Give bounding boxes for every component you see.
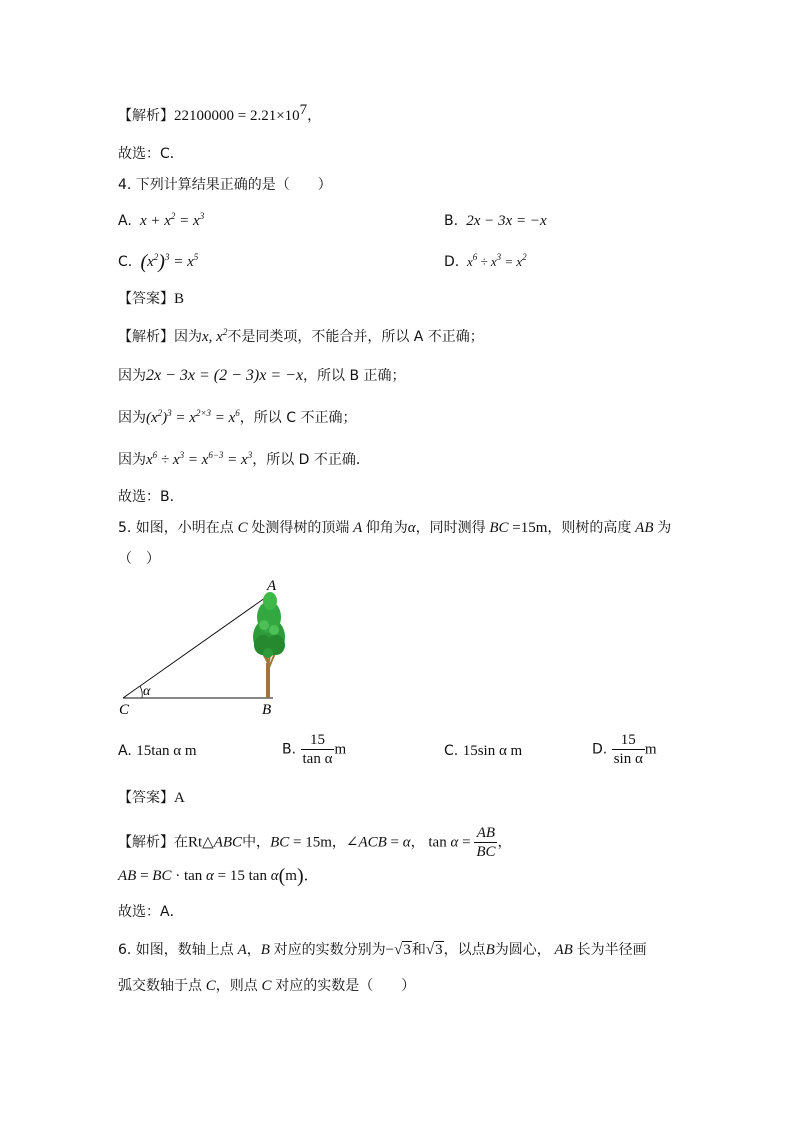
- text: ，: [331, 834, 346, 851]
- text: ，所以 C 不正确；: [239, 410, 357, 426]
- q5-stem: [118, 518, 671, 538]
- text: ，所以 D 不正确．: [252, 452, 370, 468]
- text: 仰角为: [365, 520, 408, 536]
- math: B: [485, 942, 495, 958]
- math: =15m: [508, 520, 548, 536]
- math: ∠ACB = α: [345, 834, 411, 851]
- option-a-label: A.: [118, 743, 132, 759]
- q4-stem: 4. 下列计算结果正确的是（ ）: [118, 177, 332, 193]
- q3-analysis-expr: 22100000 = 2.21×10: [174, 108, 300, 124]
- triangle-lines: [123, 593, 273, 698]
- answer-tag: 【答案】: [118, 790, 174, 806]
- tree-icon: [253, 592, 285, 698]
- q4-answer: [118, 289, 184, 309]
- math: A: [349, 520, 366, 536]
- denominator: BC: [476, 844, 496, 860]
- text: ，以点: [443, 942, 486, 958]
- denominator: sin α: [613, 751, 643, 767]
- unit: m: [644, 741, 657, 758]
- text: 中，: [242, 834, 271, 851]
- text: 和: [411, 942, 426, 958]
- math: Rt△ABC: [188, 834, 243, 851]
- option-b-math: 2x − 3x = −x: [462, 213, 547, 229]
- text: 长为半径画: [576, 942, 647, 958]
- option-d-label: D.: [444, 254, 460, 270]
- q4-analysis-line3: [118, 408, 356, 428]
- label-c: C: [119, 702, 130, 718]
- q5-stem-paren: （ ）: [118, 551, 160, 567]
- analysis-tag: 【解析】: [118, 108, 174, 124]
- option-a-text: 15tan α m: [136, 743, 197, 759]
- text: ，则点: [215, 978, 258, 994]
- q3-choice: 故选：C．: [118, 146, 184, 162]
- math: A: [233, 942, 247, 958]
- denominator: tan α: [302, 751, 333, 767]
- option-d-math: $x^6 \div x^3 = x^2$: [463, 252, 527, 269]
- analysis-tag: 【解析】: [118, 329, 174, 345]
- math: C: [233, 520, 252, 536]
- math: √3: [425, 942, 443, 958]
- option-c-text: 15sin α m: [462, 743, 523, 759]
- label-a: A: [267, 578, 277, 594]
- q5-analysis-line1: [118, 824, 511, 861]
- math: x, $x^2$: [202, 327, 228, 345]
- option-d-label: D.: [592, 741, 608, 758]
- text: 弧交数轴于点: [118, 978, 202, 994]
- analysis-tag: 【解析】: [118, 834, 174, 851]
- q3-analysis-line: [118, 102, 322, 126]
- math: −√3: [385, 942, 411, 958]
- option-b-fraction: [301, 731, 335, 768]
- option-b-label: B.: [282, 741, 297, 758]
- math: B: [260, 942, 274, 958]
- q5-option-b: [282, 731, 346, 768]
- numerator: AB: [476, 825, 496, 841]
- q5-answer: [118, 788, 185, 808]
- option-a-label: A.: [118, 213, 132, 229]
- text: 6. 如图，数轴上点: [118, 942, 234, 958]
- q6-stem-line2: [118, 976, 415, 996]
- math: BC = 15m: [270, 834, 332, 851]
- text: 对应的实数分别为: [273, 942, 386, 958]
- q4-option-b: [444, 211, 547, 231]
- q5-option-c: [444, 741, 522, 761]
- numerator: 15: [309, 732, 325, 748]
- text: 在: [174, 834, 188, 851]
- q4-analysis-line2: [118, 366, 406, 386]
- math: C: [257, 978, 276, 994]
- label-b: B: [262, 702, 272, 718]
- text: 不是同类项，不能合并，所以 A 不正确；: [227, 329, 484, 345]
- unit: m: [334, 741, 347, 758]
- math: $x^6 \div x^3 = x^{6-3} = x^3$: [146, 450, 253, 468]
- q3-analysis-tail: ，: [307, 108, 322, 124]
- option-c-label: C.: [444, 743, 459, 759]
- q6-stem-line1: 6. 如图，数轴上点 A，B 对应的实数分别为−√3和√3，以点B为圆心， AB 长为半径画: [118, 942, 647, 958]
- text: ，: [497, 834, 512, 851]
- math: AB: [550, 942, 577, 958]
- label-alpha: α: [143, 684, 151, 699]
- q4-option-d: [444, 252, 527, 272]
- q4-analysis-line1: [118, 327, 484, 347]
- text: 为: [657, 520, 672, 536]
- answer-value: A: [174, 790, 185, 806]
- tan-fraction: [474, 824, 497, 861]
- q3-analysis-exponent: 7: [299, 102, 308, 118]
- option-d-fraction: [612, 731, 645, 768]
- text: 对应的实数是（ ）: [275, 978, 416, 994]
- text: ，则树的高度: [547, 520, 632, 536]
- text: 5. 如图，小明在点: [118, 520, 234, 536]
- tree-triangle-figure: [116, 575, 286, 720]
- text: 处测得树的顶端: [251, 520, 350, 536]
- text: 因为: [118, 452, 146, 468]
- text: 因为: [118, 368, 146, 384]
- q5-analysis-line2: [118, 866, 319, 886]
- q5-option-d: [592, 731, 656, 768]
- answer-tag: 【答案】: [118, 291, 174, 307]
- q4-option-a: [118, 211, 204, 231]
- option-a-math: $x + x^2 = x^3$: [136, 211, 205, 229]
- option-b-label: B.: [444, 213, 459, 229]
- q5-option-a: [118, 741, 197, 761]
- math: C: [202, 978, 216, 994]
- text: ，: [410, 834, 425, 851]
- text: 因为: [174, 329, 202, 345]
- answer-value: B: [174, 291, 185, 307]
- option-c-label: C.: [118, 254, 133, 270]
- text: ，所以 B 正确；: [303, 368, 406, 384]
- math: $(x^2)^3 = x^{2\times 3} = x^6$: [146, 408, 240, 426]
- text: 因为: [118, 410, 146, 426]
- math: α: [407, 520, 416, 536]
- q4-analysis-line4: [118, 450, 370, 470]
- math: BC: [485, 520, 509, 536]
- text: 为圆心，: [494, 942, 551, 958]
- numerator: 15: [620, 732, 636, 748]
- q4-option-c: [118, 252, 198, 272]
- math: 2x − 3x = (2 − 3)x = −x: [146, 367, 304, 384]
- math: tan α =: [424, 834, 475, 851]
- math: AB: [631, 520, 658, 536]
- text: ，同时测得: [415, 520, 486, 536]
- math: AB = BC · tan α = 15 tan α(m)．: [118, 865, 319, 887]
- q4-choice: 故选：B．: [118, 489, 184, 505]
- option-c-math: $(x^2)^3 = x^5$: [140, 251, 199, 273]
- q5-choice: 故选：A．: [118, 904, 184, 920]
